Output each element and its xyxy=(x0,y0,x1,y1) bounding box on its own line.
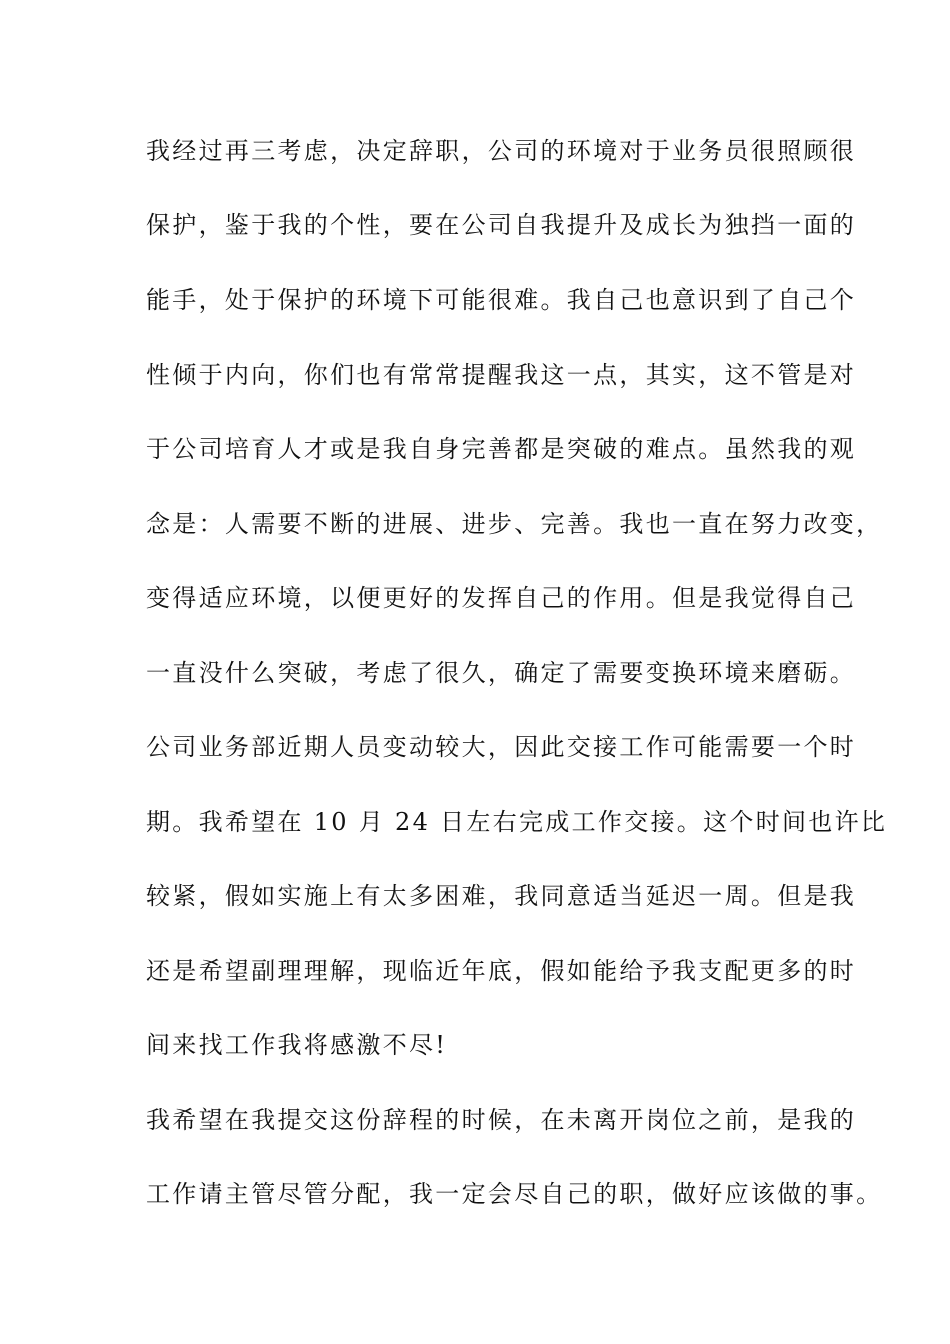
text-line-6: 念是：人需要不断的进展、进步、完善。我也一直在努力改变， xyxy=(146,510,883,538)
text-line-7: 变得适应环境，以便更好的发挥自己的作用。但是我觉得自己 xyxy=(146,584,857,612)
text-line-13: 间来找工作我将感激不尽! xyxy=(146,1031,448,1059)
text-line-4: 性倾于内向，你们也有常常提醒我这一点，其实，这不管是对 xyxy=(146,361,857,389)
text-line-8: 一直没什么突破，考虑了很久，确定了需要变换环境来磨砺。 xyxy=(146,659,857,687)
text-line-5: 于公司培育人才或是我自身完善都是突破的难点。虽然我的观 xyxy=(146,435,857,463)
text-line-15: 工作请主管尽管分配，我一定会尽自己的职，做好应该做的事。 xyxy=(146,1180,883,1208)
text-line-9: 公司业务部近期人员变动较大，因此交接工作可能需要一个时 xyxy=(146,733,857,761)
text-line-12: 还是希望副理理解，现临近年底，假如能给予我支配更多的时 xyxy=(146,957,857,985)
text-line-1: 我经过再三考虑，决定辞职，公司的环境对于业务员很照顾很 xyxy=(146,137,857,165)
text-line-3: 能手，处于保护的环境下可能很难。我自己也意识到了自己个 xyxy=(146,286,857,314)
text-line-14: 我希望在我提交这份辞程的时候，在未离开岗位之前，是我的 xyxy=(146,1106,857,1134)
text-line-10: 期。我希望在 10 月 24 日左右完成工作交接。这个时间也许比 xyxy=(146,808,888,836)
text-line-2: 保护，鉴于我的个性，要在公司自我提升及成长为独挡一面的 xyxy=(146,211,857,239)
text-line-11: 较紧，假如实施上有太多困难，我同意适当延迟一周。但是我 xyxy=(146,882,857,910)
